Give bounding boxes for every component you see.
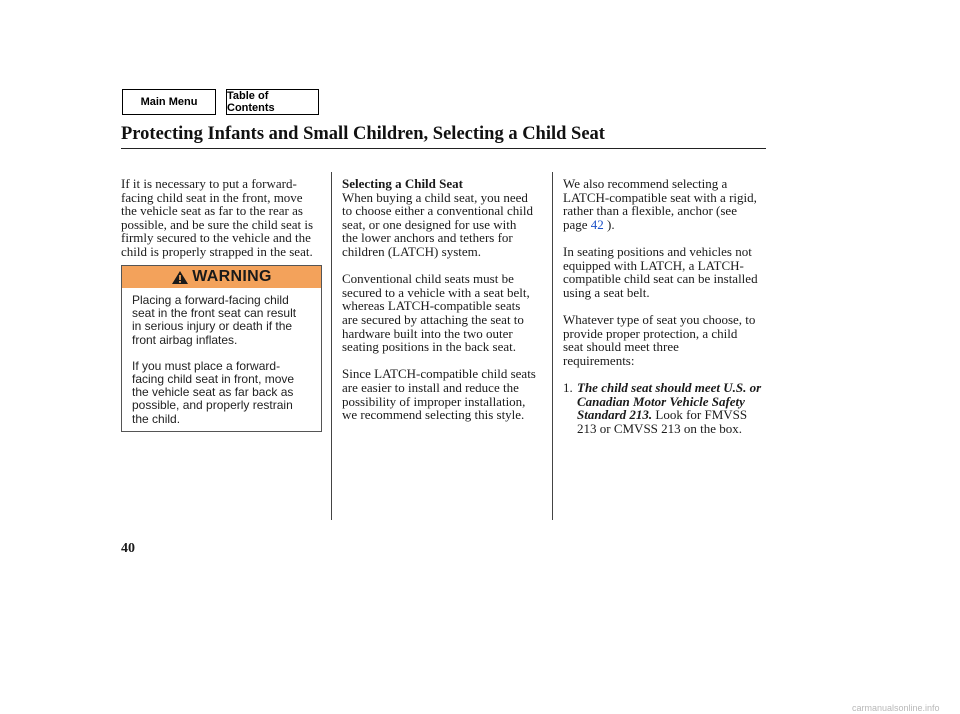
title-divider bbox=[121, 148, 766, 149]
section-heading: Selecting a Child Seat bbox=[342, 176, 463, 191]
warning-triangle-icon bbox=[171, 270, 189, 285]
warning-header bbox=[122, 266, 321, 288]
col3-paragraph-3: Whatever type of seat you choose, to provide proper protection, a child seat should meet three requirements: bbox=[563, 311, 756, 368]
requirement-rest-text: Look for FMVSS 213 or CMVSS 213 on the box. bbox=[577, 407, 748, 436]
warning-body bbox=[122, 288, 321, 426]
column-2 bbox=[342, 177, 547, 422]
warning-paragraph-1: Placing a forward-facing child seat in the front seat can result in serious injury or death if the front airbag inflates. bbox=[132, 293, 297, 347]
col3-para1-text: We also recommend selecting a LATCH-compatible seat with a rigid, rather than a flexible, anchor (see page bbox=[563, 176, 757, 232]
requirement-bold-text: The child seat should meet U.S. or Canadian Motor Vehicle Safety Standard 213. bbox=[577, 379, 762, 423]
column-divider-2 bbox=[552, 172, 553, 520]
intro-paragraph: If it is necessary to put a forward- facing child seat in the front, move the vehicle seat as far to the rear as possible, and be sure the child seat is firmly secured to the vehicle and the child is properly strapped in the seat. bbox=[121, 176, 314, 259]
col2-paragraph-3: Since LATCH-compatible child seats are easier to install and reduce the possibility of improper installation, we recommend selecting this style. bbox=[342, 366, 536, 423]
warning-box bbox=[121, 265, 322, 432]
warning-label: WARNING bbox=[192, 268, 272, 285]
col3-paragraph-1 bbox=[563, 177, 768, 231]
warning-paragraph-2: If you must place a forward- facing child seat in front, move the vehicle seat as far back as possible, and properly restrain the child. bbox=[132, 358, 295, 426]
main-menu-button[interactable]: Main Menu bbox=[122, 89, 216, 115]
requirement-1 bbox=[563, 381, 768, 435]
col2-paragraph-2: Conventional child seats must be secured to a vehicle with a seat belt, whereas LATCH-compatible seats are secured by attaching the seat to hardware built into the two outer seating positions in the back seat. bbox=[342, 271, 530, 355]
col3-para1-end: ). bbox=[603, 216, 615, 232]
page-number: 40 bbox=[121, 541, 135, 556]
page-title: Protecting Infants and Small Children, Selecting a Child Seat bbox=[121, 124, 605, 144]
column-3 bbox=[563, 177, 768, 435]
col2-paragraph-1: When buying a child seat, you need to choose either a conventional child seat, or one designed for use with the lower anchors and tethers for children (LATCH) system. bbox=[342, 189, 533, 259]
requirement-text bbox=[577, 381, 768, 435]
table-of-contents-button[interactable]: Table of Contents bbox=[226, 89, 319, 115]
col3-paragraph-2: In seating positions and vehicles not equipped with LATCH, a LATCH- compatible child seat can be installed using a seat belt. bbox=[563, 243, 758, 300]
watermark: carmanualsonline.info bbox=[852, 703, 940, 713]
column-1 bbox=[121, 177, 326, 259]
column-divider-1 bbox=[331, 172, 332, 520]
page-42-link[interactable]: 42 bbox=[590, 216, 604, 232]
requirement-number: 1. bbox=[563, 379, 573, 395]
